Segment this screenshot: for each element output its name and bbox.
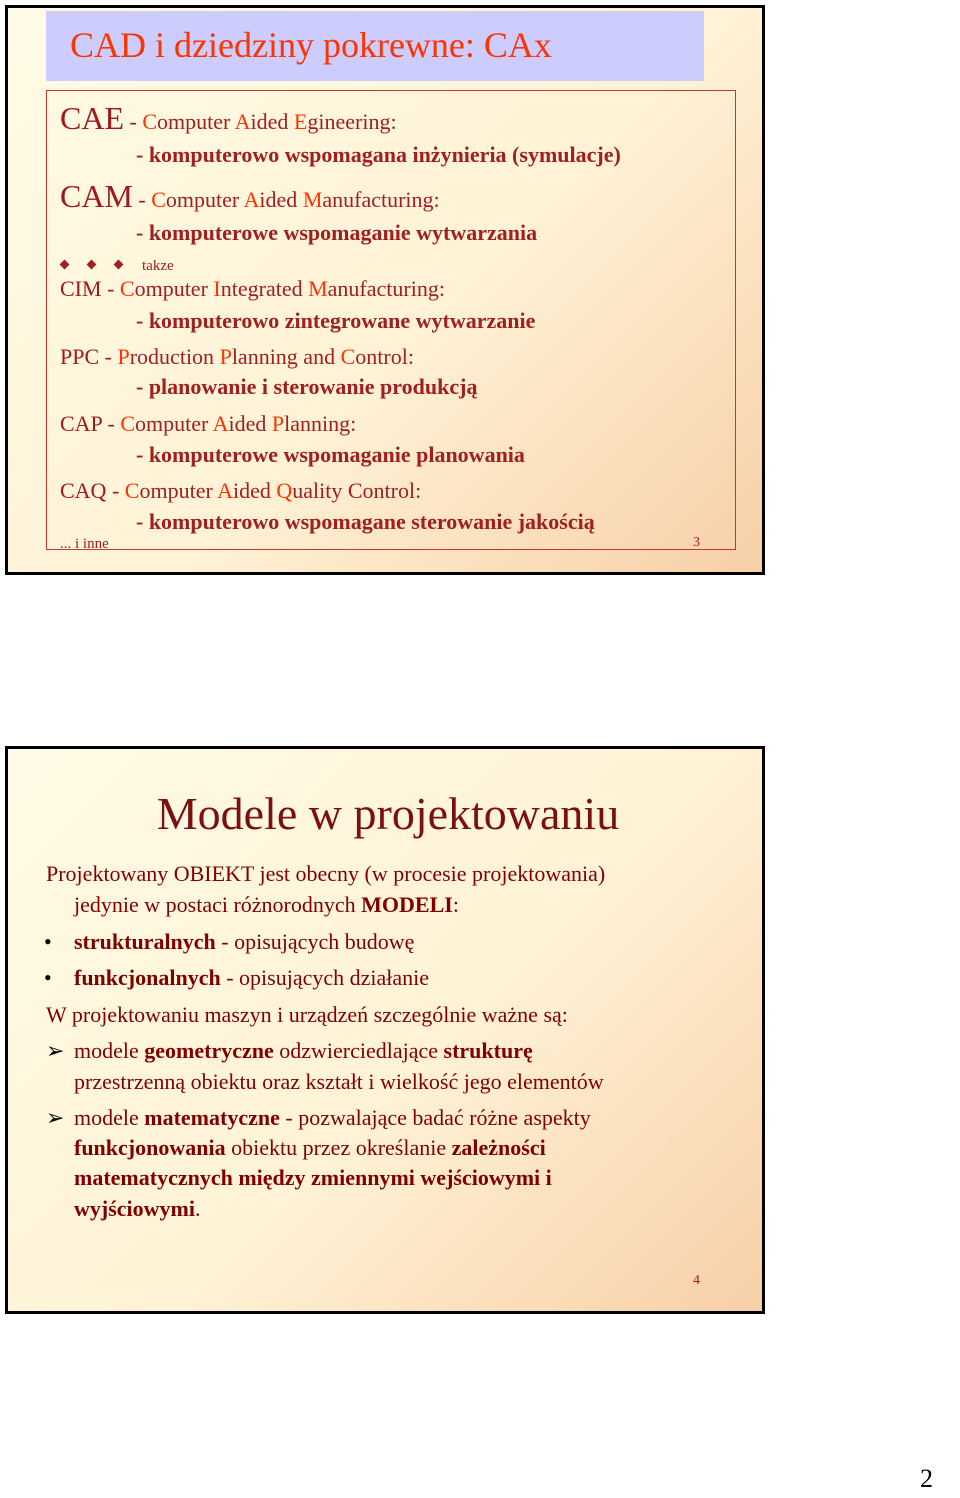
geometric-models-line-1: modele geometryczne odzwierciedlające strukturę [74, 1038, 533, 1063]
arrow-bullet-icon: ➢ [46, 1105, 65, 1130]
mathematical-models-line-3: matematycznych między zmiennymi wejściowymi i [74, 1165, 552, 1190]
bullet-dot-icon: • [44, 965, 52, 990]
slide-3-footer: ... i inne [60, 536, 109, 552]
diamond-bullet-icon [114, 260, 124, 270]
slide-4 [5, 746, 765, 1314]
mathematical-models-line-1: modele matematyczne - pozwalające badać różne aspekty [74, 1105, 591, 1130]
page-number: 2 [920, 1464, 933, 1493]
slide-4-title: Modele w projektowaniu [156, 788, 620, 839]
takze-row: takze [61, 250, 174, 276]
bullet-dot-icon: • [44, 929, 52, 954]
cim-description: - komputerowo zintegrowane wytwarzanie [136, 308, 536, 333]
cam-heading: CAM - Computer Aided Manufacturing: [60, 178, 440, 214]
geometric-models-line-2: przestrzenną obiektu oraz kształt i wielkość jego elementów [74, 1069, 604, 1094]
cae-heading: CAE - Computer Aided Egineering: [60, 100, 397, 136]
slide-3 [5, 5, 765, 575]
slide-3-title: CAD i dziedziny pokrewne: CAx [70, 25, 552, 65]
machines-intro: W projektowaniu maszyn i urządzeń szczególnie ważne są: [46, 1002, 568, 1027]
bullet-structural: strukturalnych - opisujących budowę [74, 929, 415, 954]
caq-description: - komputerowo wspomagane sterowanie jakością [136, 509, 595, 534]
cam-description: - komputerowe wspomaganie wytwarzania [136, 220, 538, 245]
intro-line-1: Projektowany OBIEKT jest obecny (w procesie projektowania) [46, 861, 606, 886]
mathematical-models-line-2: funkcjonowania obiektu przez określanie zależności [74, 1135, 546, 1160]
intro-line-2: jedynie w postaci różnorodnych MODELI: [74, 892, 459, 917]
cae-description: - komputerowo wspomagana inżynieria (symulacje) [136, 142, 621, 167]
ppc-description: - planowanie i sterowanie produkcją [136, 374, 478, 399]
slide-3-number: 3 [693, 535, 700, 550]
cap-description: - komputerowe wspomaganie planowania [136, 442, 525, 467]
bullet-functional: funkcjonalnych - opisujących działanie [74, 965, 430, 990]
mathematical-models-line-4: wyjściowymi. [74, 1196, 201, 1221]
cap-heading: CAP - Computer Aided Planning: [60, 411, 357, 436]
diamond-bullet-icon [60, 260, 70, 270]
caq-heading: CAQ - Computer Aided Quality Control: [60, 478, 422, 503]
ppc-heading: PPC - Production Planning and Control: [60, 344, 414, 369]
arrow-bullet-icon: ➢ [46, 1038, 65, 1063]
cim-heading: CIM - Computer Integrated Manufacturing: [60, 276, 445, 301]
diamond-bullet-icon [87, 260, 97, 270]
slide-4-number: 4 [693, 1273, 700, 1288]
